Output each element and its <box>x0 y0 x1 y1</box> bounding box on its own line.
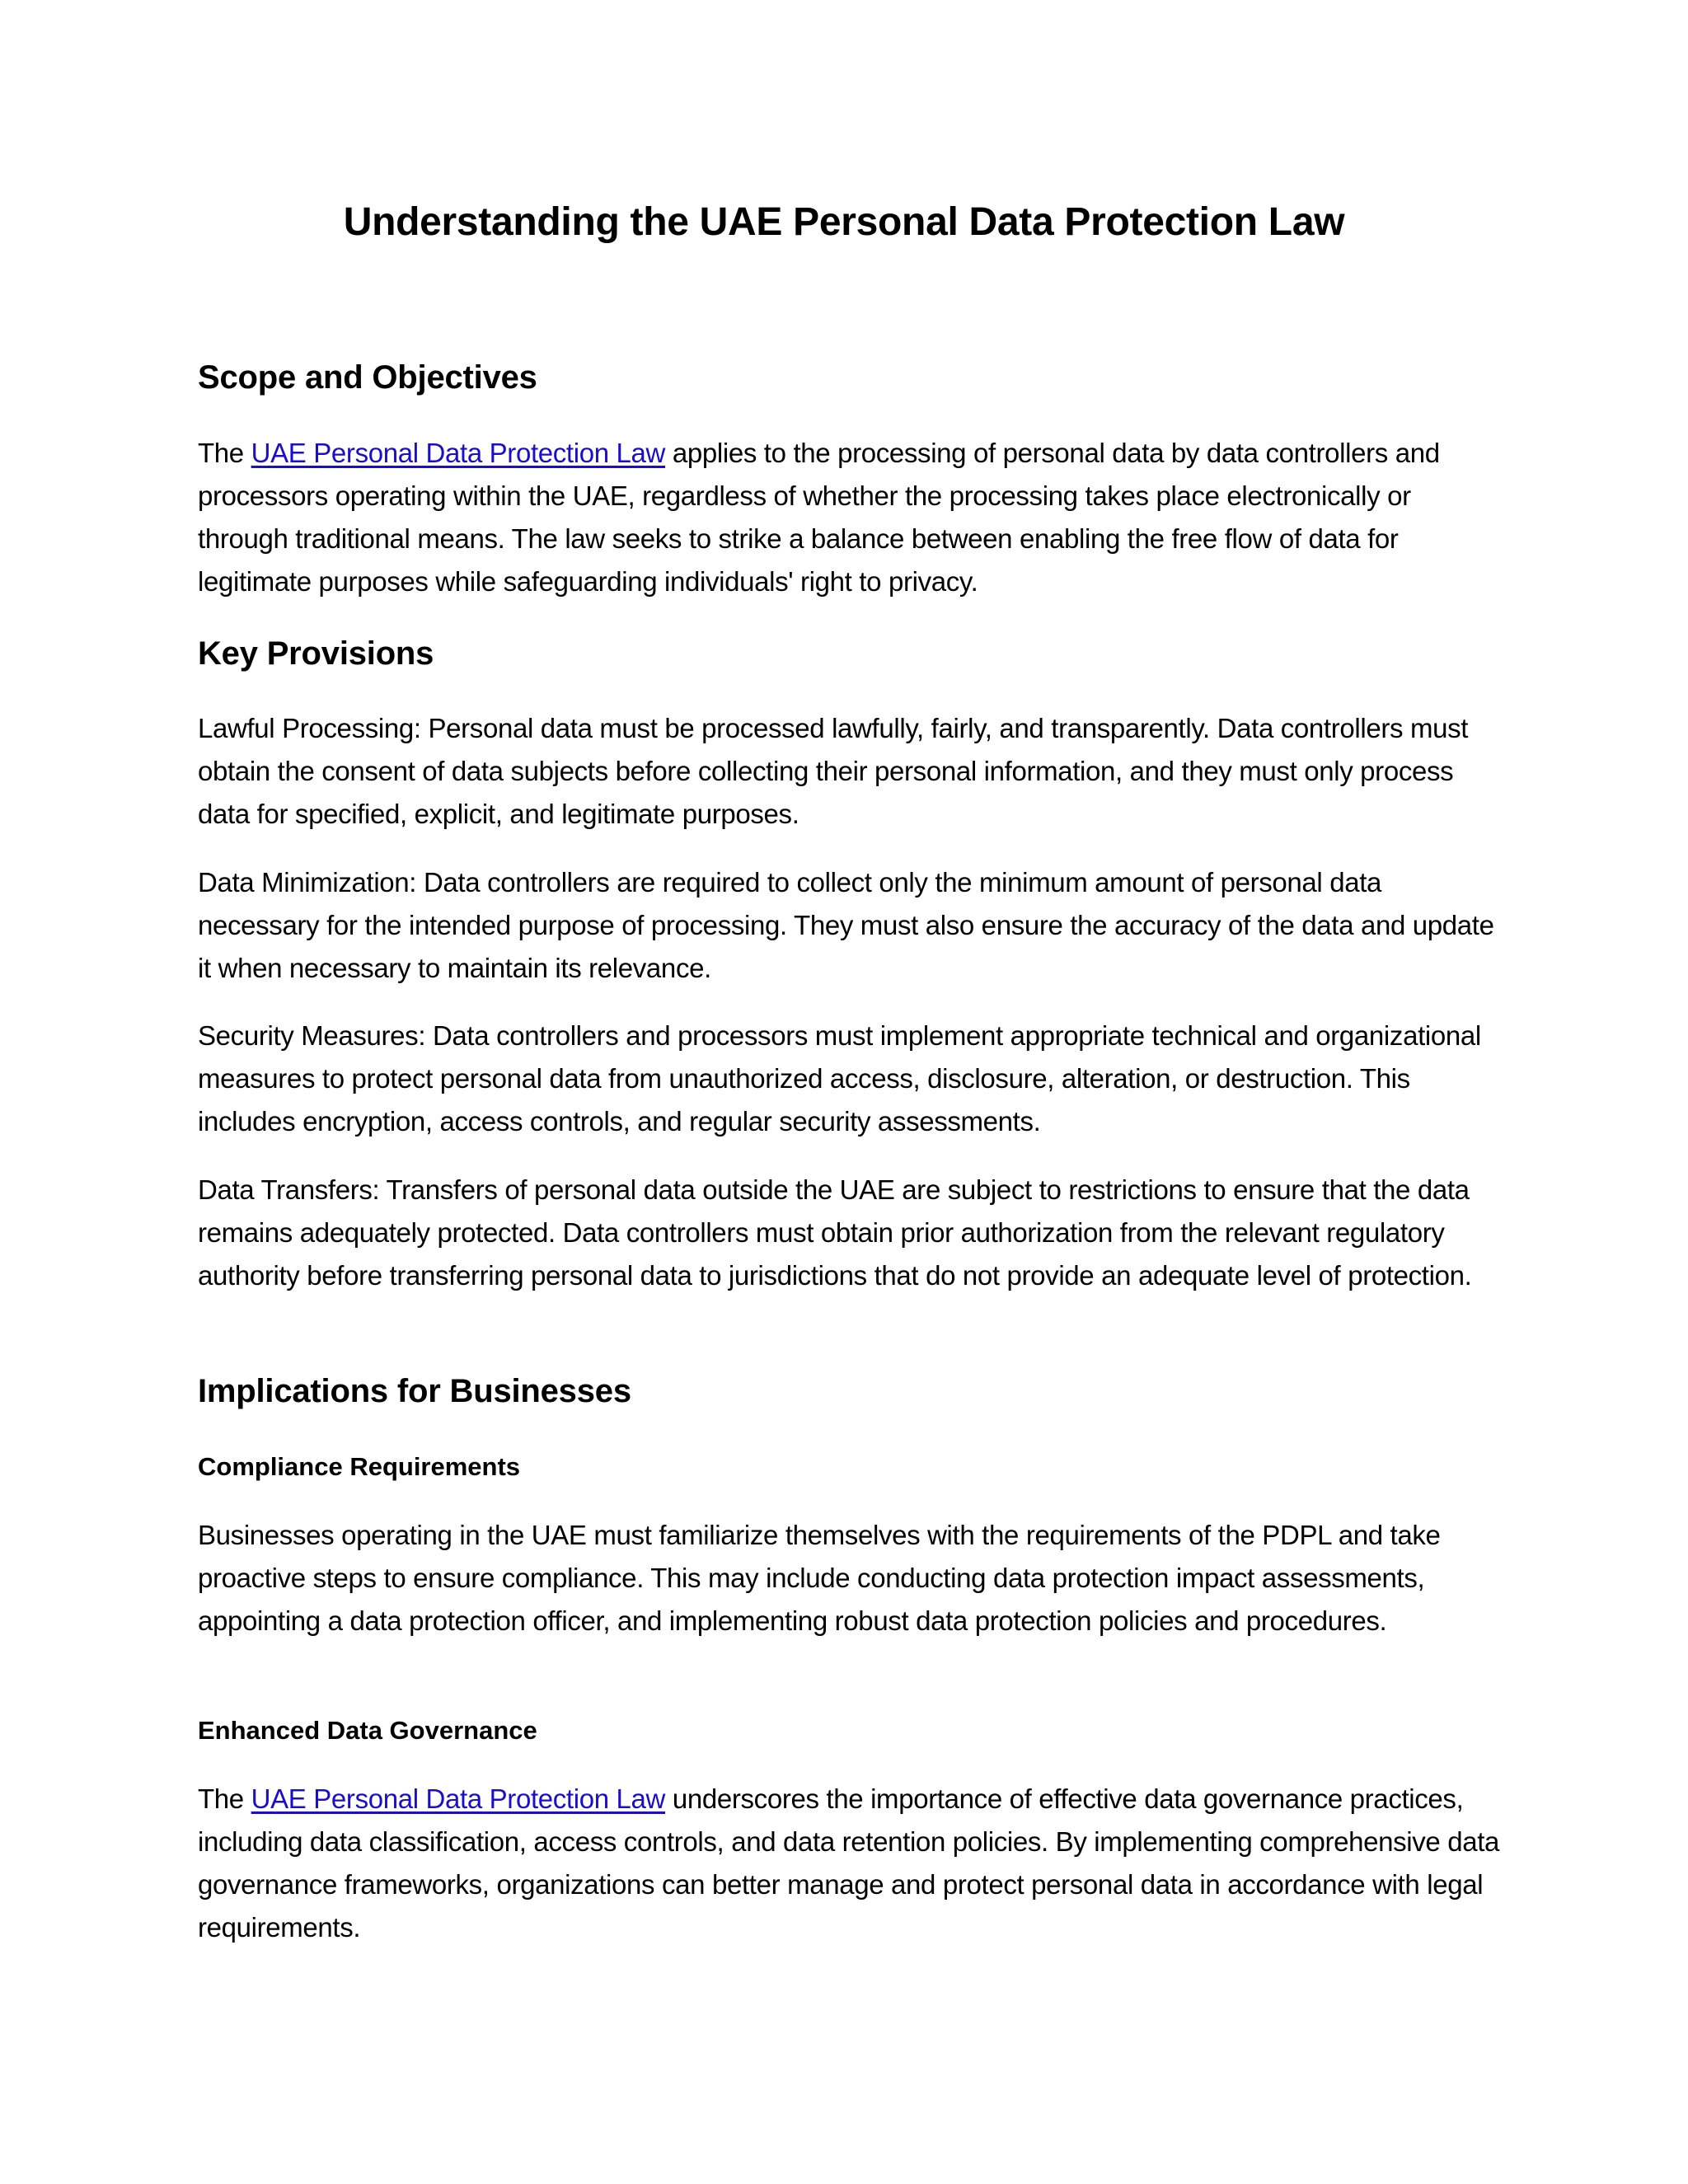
governance-paragraph-body: underscores the importance of effective data governance practices, including data classification, access controls, and data retention policies. By implementing comprehensive data governance frameworks, organizations can better manage and protect personal data in accordance with legal requirements. <box>198 1783 1500 1943</box>
provision-data-transfers: Data Transfers: Transfers of personal data outside the UAE are subject to restrictions to ensure that the data remains adequately protected. Data controllers must obtain prior authorization from the relevant regulatory authority before transferring personal data to jurisdictions that do not provide an adequate level of protection. <box>198 1174 1472 1291</box>
pdpl-link-2[interactable]: UAE Personal Data Protection Law <box>251 1783 666 1814</box>
provision-lawful-processing: Lawful Processing: Personal data must be processed lawfully, fairly, and transparently. Data controllers must obtain the consent of data subjects before collecting their personal information, and they must only process data for specified, explicit, and legitimate purposes. <box>198 713 1469 829</box>
pdpl-link[interactable]: UAE Personal Data Protection Law <box>251 438 666 468</box>
provision-data-minimization: Data Minimization: Data controllers are required to collect only the minimum amount of personal data necessary for the intended purpose of processing. They must also ensure the accuracy of the data and update it when necessary to maintain its relevance. <box>198 867 1494 983</box>
subheading-compliance-requirements: Compliance Requirements <box>198 1452 521 1481</box>
document-title: Understanding the UAE Personal Data Protection Law <box>343 200 1345 244</box>
scope-paragraph-lead: The <box>198 438 251 468</box>
subheading-enhanced-data-governance: Enhanced Data Governance <box>198 1716 537 1745</box>
section-heading-scope: Scope and Objectives <box>198 359 537 396</box>
compliance-paragraph: Businesses operating in the UAE must familiarize themselves with the requirements of the PDPL and take proactive steps to ensure compliance. This may include conducting data protection impact assessments, appointing a data protection officer, and implementing robust data protection policies and procedures. <box>198 1520 1441 1636</box>
section-heading-key-provisions: Key Provisions <box>198 635 434 672</box>
scope-paragraph <box>198 432 1500 603</box>
governance-paragraph <box>198 1778 1500 1949</box>
provision-security-measures: Security Measures: Data controllers and processors must implement appropriate technical and organizational measures to protect personal data from unauthorized access, disclosure, alteration, or destruction. This includes encryption, access controls, and regular security assessments. <box>198 1020 1481 1137</box>
governance-paragraph-lead: The <box>198 1783 251 1814</box>
section-heading-implications: Implications for Businesses <box>198 1373 631 1409</box>
scope-paragraph-body: applies to the processing of personal data by data controllers and processors operating within the UAE, regardless of whether the processing takes place electronically or through traditional means. The law seeks to strike a balance between enabling the free flow of data for legitimate purposes while safeguarding individuals' right to privacy. <box>198 438 1440 597</box>
